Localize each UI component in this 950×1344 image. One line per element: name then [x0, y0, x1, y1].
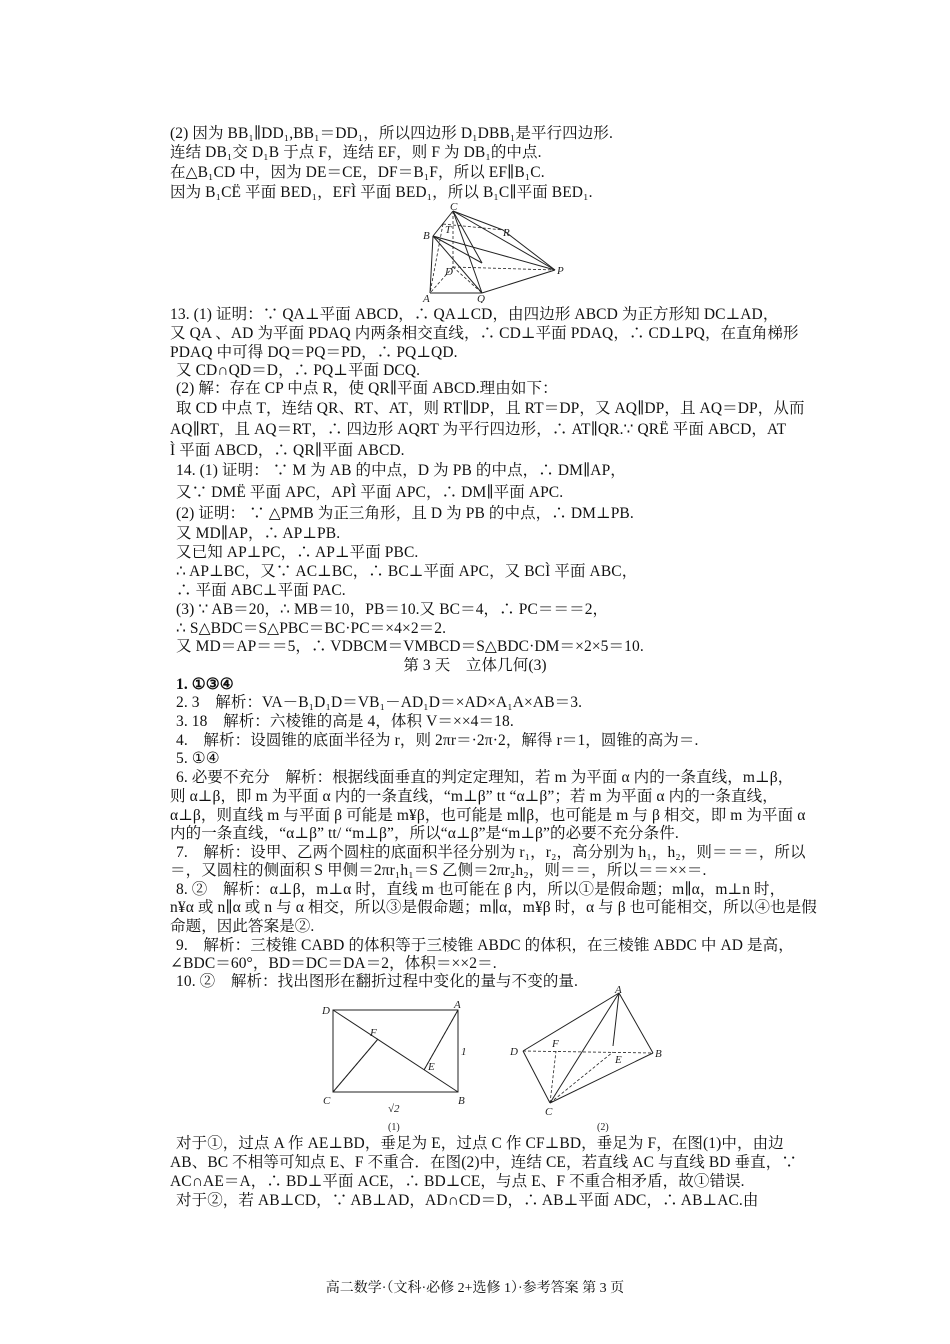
folded-figure [505, 985, 670, 1135]
fig-label: C [545, 1106, 553, 1118]
fig-label: B [655, 1048, 662, 1060]
text-line: 2. 3 解析：VA－B₁D₁D＝VB₁－AD₁D＝×AD×A₁A×AB＝3. [176, 694, 583, 711]
fig-label: Q [477, 293, 485, 303]
page-footer: 高二数学·（文科·必修 2+选修 1）·参考答案 第 3 页 [325, 1281, 625, 1296]
text-line: AQ∥RT，且 AQ＝RT，∴ 四边形 AQRT 为平行四边形，∴ AT∥QR.∵ QRË 平面 ABCD，AT [170, 421, 787, 438]
text-line: 对于①，过点 A 作 AE⊥BD，垂足为 E，过点 C 作 CF⊥BD，垂足为 F，在图(1)中，由边 [176, 1135, 784, 1152]
text-line: 10. ② 解析：找出图形在翻折过程中变化的量与不变的量. [176, 973, 579, 990]
text-line: Ì 平面 ABCD，∴ QR∥平面 ABCD. [170, 442, 405, 459]
text-line: ∴ AP⊥BC，又∵ AC⊥BC，∴ BC⊥平面 APC，又 BCÌ 平面 ABC， [176, 563, 638, 580]
text-line: ＝，又圆柱的侧面积 S 甲侧＝2πr₁h₁＝S 乙侧＝2πr₂h₂，则＝＝，所以＝＝××＝. [170, 862, 707, 879]
text-line: 连结 DB₁交 D₁B 于点 F，连结 EF，则 F 为 DB₁的中点. [170, 144, 542, 161]
text-line: 命题，因此答案是②. [170, 918, 315, 935]
pyramid-figure [415, 203, 565, 303]
text-line: 又 MD＝AP＝＝5，∴ VDBCM＝VMBCD＝S△BDC·DM＝×2×5＝10. [176, 638, 644, 655]
text-line: 因为 B₁CË 平面 BED₁，EFÌ 平面 BED₁，所以 B₁C∥平面 BED₁. [170, 184, 593, 201]
text-line: 3. 18 解析：六棱锥的高是 4，体积 V＝××4＝18. [176, 713, 514, 730]
fig-label: T [445, 224, 452, 236]
text-line: (2) 解：存在 CP 中点 R，使 QR∥平面 ABCD.理由如下： [176, 380, 558, 397]
text-line: 13. (1) 证明：∵ QA⊥平面 ABCD，∴ QA⊥CD，由四边形 ABCD 为正方形知 DC⊥AD， [170, 306, 779, 323]
text-line: n¥α 或 n∥α 或 n 与 α 相交，所以③是假命题；m∥α，m¥β 时，α 与 β 也可能相交，所以④也是假 [170, 899, 817, 916]
fig-label: D [510, 1046, 518, 1058]
text-line: 6. 必要不充分 解析：根据线面垂直的判定定理知，若 m 为平面 α 内的一条直线，m⊥β， [176, 769, 794, 786]
text-line: 又∵ DMË 平面 APC，APÌ 平面 APC，∴ DM∥平面 APC. [176, 484, 564, 501]
fig-label: E [615, 1054, 622, 1066]
text-line: 4. 解析：设圆锥的底面半径为 r，则 2πr＝·2π·2，解得 r＝1，圆锥的高为＝. [176, 732, 699, 749]
text-line: PDAQ 中可得 DQ＝PQ＝PD，∴ PQ⊥QD. [170, 344, 458, 361]
rectangle-figure [318, 996, 478, 1134]
fig-label: E [428, 1061, 435, 1073]
text-line: 又 CD∩QD＝D，∴ PQ⊥平面 DCQ. [176, 362, 421, 379]
text-line: 1. ①③④ [176, 676, 234, 693]
text-line: 取 CD 中点 T，连结 QR、RT、AT，则 RT∥DP，且 RT＝DP，又 AQ∥DP，且 AQ＝DP，从而 [176, 400, 805, 417]
text-line: 14. (1) 证明： ∵ M 为 AB 的中点，D 为 PB 的中点，∴ DM∥AP， [176, 462, 626, 479]
fig-label: F [370, 1027, 377, 1039]
text-line: 又已知 AP⊥PC，∴ AP⊥平面 PBC. [176, 544, 419, 561]
fig-label: C [323, 1095, 331, 1107]
text-line: ∴ 平面 ABC⊥平面 PAC. [176, 582, 346, 599]
text-line: AB、BC 不相等可知点 E、F 不重合．在图(2)中，连结 CE，若直线 AC 与直线 BD 垂直，∵ [170, 1154, 797, 1171]
text-line: 则 α⊥β，即 m 为平面 α 内的一条直线，“m⊥β” tt “α⊥β”；若 m 为平面 α 内的一条直线， [170, 788, 778, 805]
text-line: α⊥β，则直线 m 与平面 β 可能是 m¥β，也可能是 m∥β，也可能是 m 与 β 相交，即 m 为平面 α [170, 807, 806, 824]
text-line: 在△B₁CD 中，因为 DE＝CE，DF＝B₁F，所以 EF∥B₁C. [170, 164, 545, 181]
figure-caption: (2) [597, 1122, 609, 1133]
fig-label: F [552, 1038, 559, 1050]
fig-label: A [615, 985, 622, 996]
fig-label: D [445, 266, 453, 278]
fig-label: A [423, 293, 430, 303]
text-line: 又 QA 、AD 为平面 PDAQ 内两条相交直线，∴ CD⊥平面 PDAQ，∴ CD⊥PQ，在直角梯形 [170, 325, 799, 342]
text-line: 7. 解析：设甲、乙两个圆柱的底面积半径分别为 r₁，r₂，高分别为 h₁，h₂，则＝＝＝，所以 [176, 844, 806, 861]
fig-label: B [458, 1095, 465, 1107]
section-heading: 第 3 天 立体几何(3) [403, 657, 547, 674]
text-line: 对于②，若 AB⊥CD，∵ AB⊥AD，AD∩CD＝D，∴ AB⊥平面 ADC，∴ AB⊥AC.由 [176, 1192, 759, 1209]
text-line: 9. 解析：三棱锥 CABD 的体积等于三棱锥 ABDC 的体积，在三棱锥 ABDC 中 AD 是高， [176, 937, 794, 954]
fig-label: R [503, 227, 510, 239]
fig-label: √2 [388, 1103, 400, 1115]
fig-label: A [454, 999, 461, 1011]
text-line: AC∩AE＝A，∴ BD⊥平面 ACE，∴ BD⊥CE，与点 E、F 不重合相矛盾，故①错误. [170, 1173, 745, 1190]
text-line: (3) ∵ AB＝20，∴ MB＝10，PB＝10.又 BC＝4，∴ PC＝＝＝2， [176, 601, 609, 618]
text-line: 内的一条直线，“α⊥β” tt/ “m⊥β”，所以“α⊥β”是“m⊥β”的必要不充分条件. [170, 825, 679, 842]
fig-label: 1 [461, 1046, 467, 1058]
text-line: (2) 因为 BB₁∥DD₁,BB₁＝DD₁，所以四边形 D₁DBB₁是平行四边形. [170, 125, 613, 142]
text-line: (2) 证明： ∵ △PMB 为正三角形，且 D 为 PB 的中点，∴ DM⊥PB. [176, 505, 634, 522]
figure-caption: (1) [388, 1122, 400, 1133]
fig-label: D [322, 1005, 330, 1017]
text-line: 5. ①④ [176, 750, 220, 767]
fig-label: C [450, 203, 458, 213]
text-line: ∴ S△BDC＝S△PBC＝BC·PC＝×4×2＝2. [176, 620, 447, 637]
text-line: 又 MD∥AP，∴ AP⊥PB. [176, 525, 341, 542]
fig-label: P [557, 265, 564, 277]
text-line: ∠BDC＝60°，BD＝DC＝DA＝2，体积＝××2＝. [170, 955, 497, 972]
text-line: 8. ② 解析：α⊥β，m⊥α 时，直线 m 也可能在 β 内，所以①是假命题；m∥α，m⊥n 时， [176, 881, 786, 898]
fig-label: B [423, 230, 430, 242]
